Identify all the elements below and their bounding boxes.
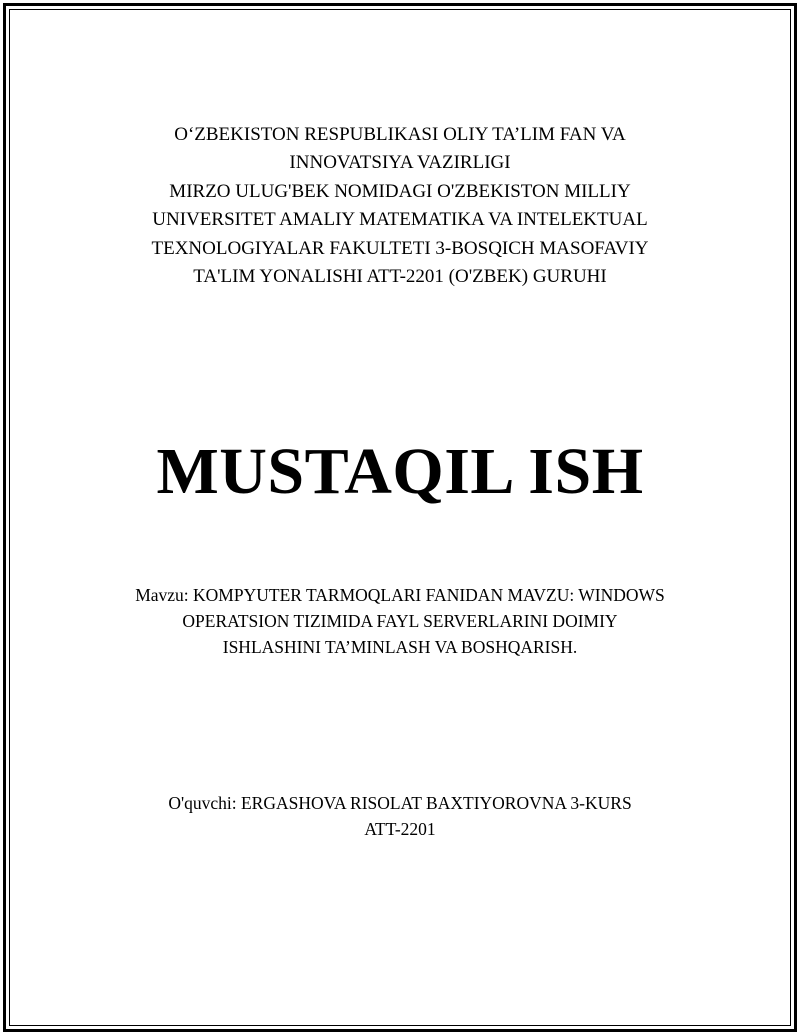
topic-section [0,582,800,660]
student-info [0,790,800,842]
header-line: INNOVATSIYA VAZIRLIGI [289,152,511,174]
topic-line: OPERATSION TIZIMIDA FAYL SERVERLARINI DOIMIY [182,611,618,631]
header-line: O‘ZBEKISTON RESPUBLIKASI OLIY TA’LIM FAN VA [174,124,626,145]
header-line: TA'LIM YONALISHI ATT-2201 (O'ZBEK) GURUHI [193,266,607,288]
topic-line: Mavzu: KOMPYUTER TARMOQLARI FANIDAN MAVZU: WINDOWS [135,585,665,605]
header-line: MIRZO ULUG'BEK NOMIDAGI O'ZBEKISTON MILLIY [169,180,631,202]
header-line: TEXNOLOGIYALAR FAKULTETI 3-BOSQICH MASOFAVIY [151,237,649,259]
topic-line: ISHLASHINI TA’MINLASH VA BOSHQARISH. [222,637,578,657]
student-line: O'quvchi: ERGASHOVA RISOLAT BAXTIYOROVNA 3-KURS [168,793,632,813]
institution-header [0,121,800,291]
student-line: ATT-2201 [364,819,436,839]
document-title: MUSTAQIL ISH [156,435,644,508]
header-line: UNIVERSITET AMALIY MATEMATIKA VA INTELEKTUAL [152,209,648,231]
